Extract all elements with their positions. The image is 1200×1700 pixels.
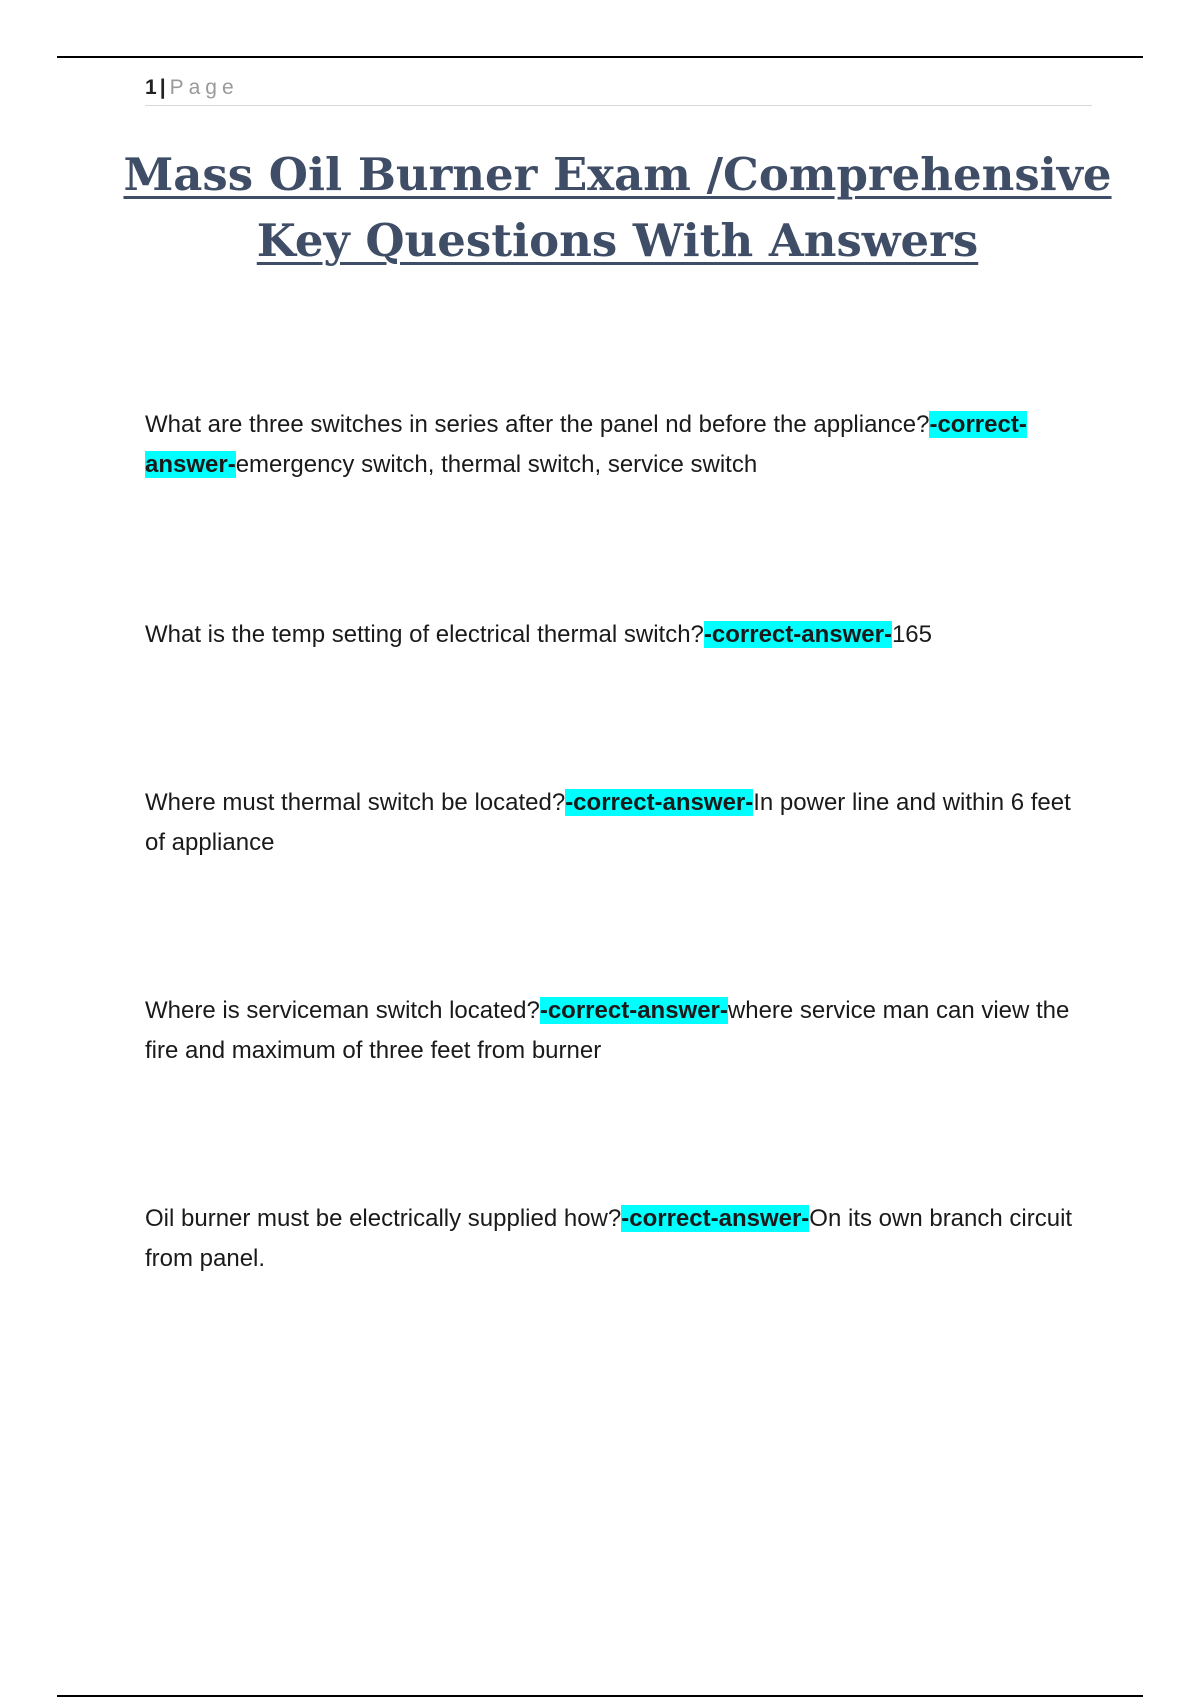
answer-text: In power line and within 6 feet of appliance (145, 789, 1071, 856)
correct-answer-tag: -correct-answer- (539, 997, 728, 1024)
page-separator: | (159, 76, 166, 99)
qa-item (145, 1199, 1090, 1279)
qa-item (145, 783, 1090, 863)
correct-answer-tag: -correct-answer- (565, 789, 754, 816)
question-text: Oil burner must be electrically supplied how? (145, 1205, 622, 1232)
qa-item (145, 991, 1090, 1071)
top-border-line (57, 56, 1143, 58)
answer-text: emergency switch, thermal switch, service switch (235, 451, 758, 478)
page-header (145, 75, 1092, 106)
document-title: Mass Oil Burner Exam /Comprehensive Key Questions With Answers (123, 148, 1112, 267)
correct-answer-tag: -correct-answer- (621, 1205, 810, 1232)
qa-item (145, 615, 1090, 655)
bottom-border-line (57, 1695, 1143, 1697)
answer-text: On its own branch circuit from panel. (145, 1205, 1073, 1272)
correct-answer-tag: -correct-answer- (145, 411, 1027, 478)
answer-text: 165 (891, 621, 932, 648)
question-text: What are three switches in series after the panel nd before the appliance? (145, 411, 930, 438)
answer-text: where service man can view the fire and maximum of three feet from burner (145, 997, 1070, 1064)
question-text: Where must thermal switch be located? (145, 789, 566, 816)
qa-item (145, 405, 1090, 485)
question-text: Where is serviceman switch located? (145, 997, 540, 1024)
page-label: Page (169, 76, 239, 99)
page-number: 1 (145, 76, 157, 99)
correct-answer-tag: -correct-answer- (703, 621, 892, 648)
question-text: What is the temp setting of electrical thermal switch? (145, 621, 704, 648)
